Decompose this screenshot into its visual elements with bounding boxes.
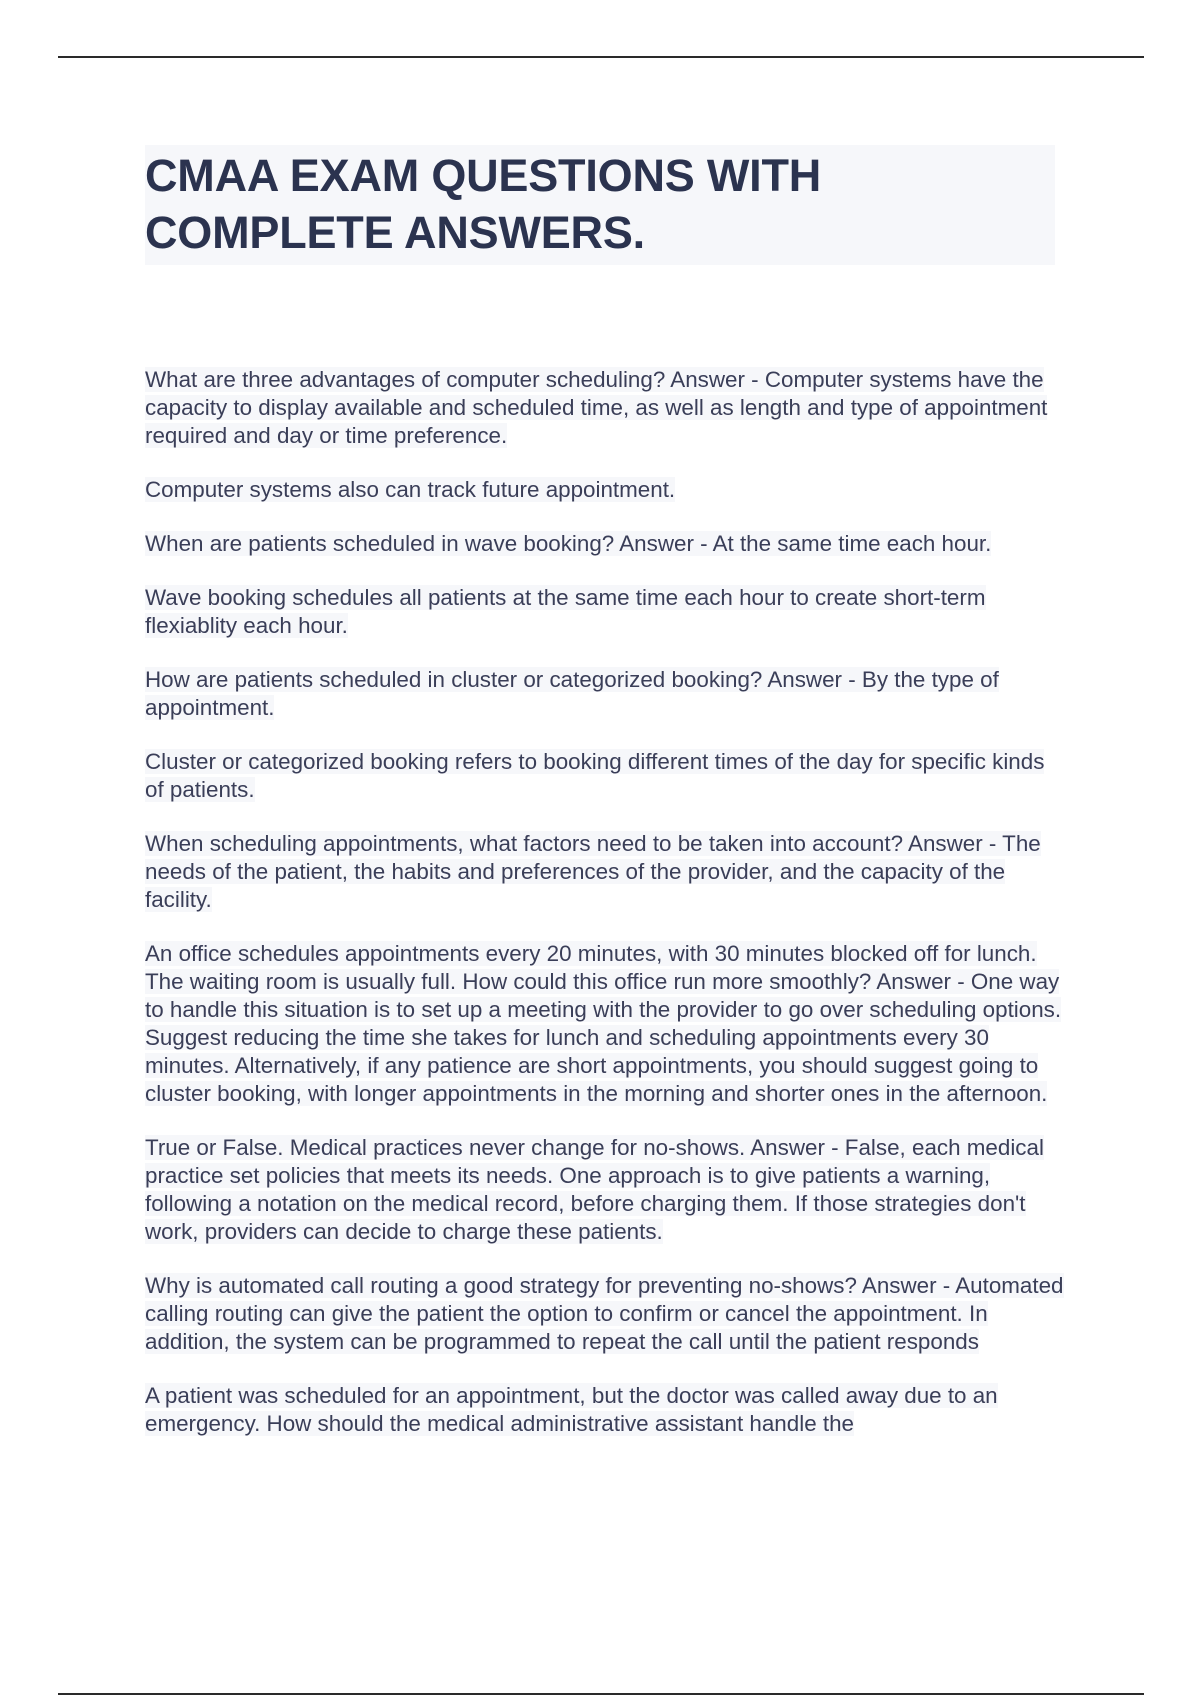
paragraph-text: What are three advantages of computer scheduling? Answer - Computer systems have the capacity to display available and scheduled time, as well as length and type of appointment required and day or time preference. (145, 367, 1048, 448)
top-rule (58, 56, 1144, 58)
paragraph-3 (145, 530, 1065, 558)
paragraph-text: When are patients scheduled in wave booking? Answer - At the same time each hour. (145, 531, 992, 556)
document-title: CMAA EXAM QUESTIONS WITH COMPLETE ANSWERS. (145, 150, 822, 258)
paragraph-text: Computer systems also can track future appointment. (145, 477, 676, 502)
paragraph-9 (145, 1134, 1065, 1246)
paragraph-8 (145, 940, 1065, 1108)
paragraph-10 (145, 1272, 1065, 1356)
paragraph-7 (145, 830, 1065, 914)
paragraph-text: Why is automated call routing a good strategy for preventing no-shows? Answer - Automated calling routing can give the patient the option to confirm or cancel the appointment. In addition, the system can be programmed to repeat the call until the patient responds (145, 1273, 1064, 1354)
paragraph-11 (145, 1382, 1065, 1438)
paragraph-text: How are patients scheduled in cluster or categorized booking? Answer - By the type of appointment. (145, 667, 999, 720)
title-block (145, 145, 1055, 265)
paragraph-text: A patient was scheduled for an appointment, but the doctor was called away due to an emergency. How should the medical administrative assistant handle the (145, 1383, 998, 1436)
bottom-rule (58, 1693, 1144, 1695)
paragraph-text: Cluster or categorized booking refers to booking different times of the day for specific kinds of patients. (145, 749, 1045, 802)
paragraph-6 (145, 748, 1065, 804)
paragraph-text: Wave booking schedules all patients at the same time each hour to create short-term flexiablity each hour. (145, 585, 986, 638)
paragraph-4 (145, 584, 1065, 640)
paragraph-text: True or False. Medical practices never change for no-shows. Answer - False, each medical practice set policies that meets its needs. One approach is to give patients a warning, following a notation on the medical record, before charging them. If those strategies don't work, providers can decide to charge these patients. (145, 1135, 1044, 1244)
paragraph-5 (145, 666, 1065, 722)
paragraph-text: When scheduling appointments, what factors need to be taken into account? Answer - The needs of the patient, the habits and preferences of the provider, and the capacity of the facility. (145, 831, 1041, 912)
document-body (145, 366, 1065, 1464)
paragraph-text: An office schedules appointments every 20 minutes, with 30 minutes blocked off for lunch. The waiting room is usually full. How could this office run more smoothly? Answer - One way to handle this situation is to set up a meeting with the provider to go over scheduling options. Suggest reducing the time she takes for lunch and scheduling appointments every 30 minutes. Alternatively, if any patience are short appointments, you should suggest going to cluster booking, with longer appointments in the morning and shorter ones in the afternoon. (145, 941, 1062, 1106)
paragraph-1 (145, 366, 1065, 450)
paragraph-2 (145, 476, 1065, 504)
